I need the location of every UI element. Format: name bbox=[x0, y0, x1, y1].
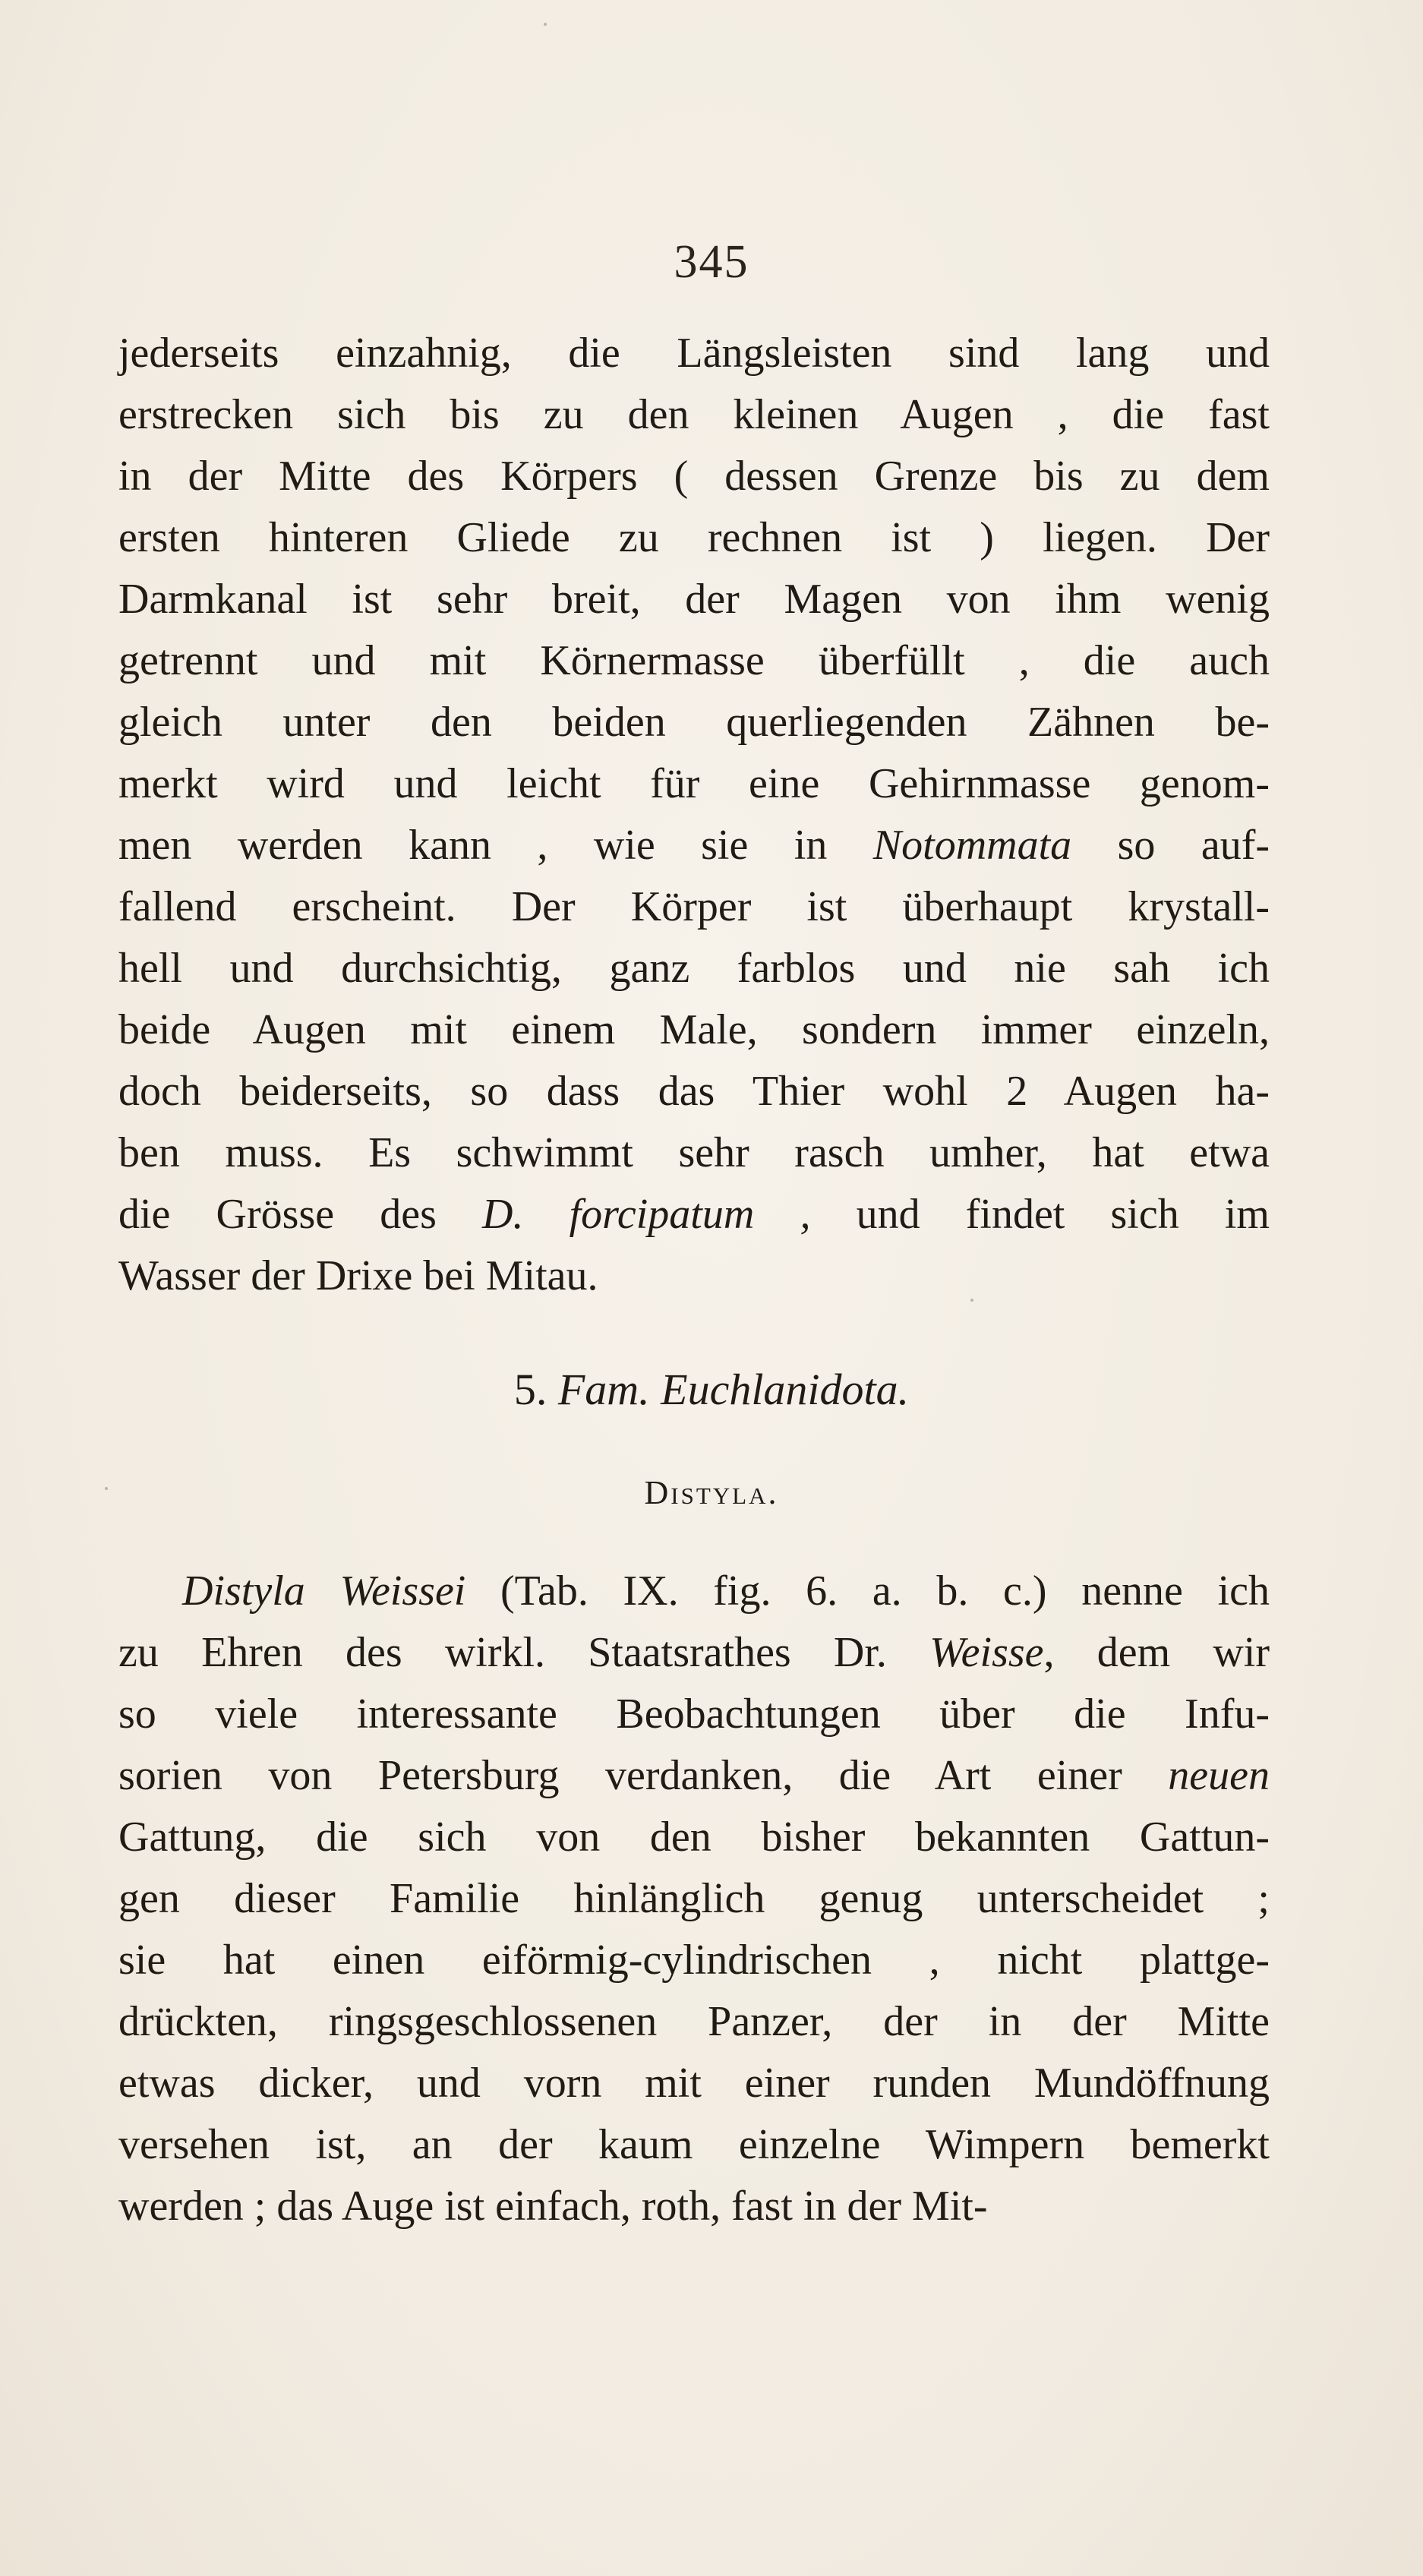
text-line: Wasser der Drixe bei Mitau. bbox=[118, 1252, 598, 1299]
text-line: hell und durchsichtig, ganz farblos und nie sah ich bbox=[118, 945, 1270, 992]
text-line: gen dieser Familie hinlänglich genug unterscheidet ; bbox=[118, 1875, 1270, 1922]
text-line bbox=[118, 815, 1270, 876]
italic-term: neuen bbox=[1168, 1752, 1270, 1799]
text-line bbox=[118, 1184, 1270, 1245]
text-line: jederseits einzahnig, die Längsleisten sind lang und bbox=[118, 330, 1270, 377]
text-segment: men werden kann , wie sie in bbox=[118, 822, 873, 869]
paragraph-body-1 bbox=[118, 323, 1270, 1307]
paragraph-body-2 bbox=[118, 1561, 1270, 2237]
text-segment: und findet sich im bbox=[810, 1191, 1270, 1238]
text-line: fallend erscheint. Der Körper ist überhaupt krystall- bbox=[118, 883, 1270, 930]
text-line: erstrecken sich bis zu den kleinen Augen , die fast bbox=[118, 391, 1270, 438]
text-line: Gattung, die sich von den bisher bekannten Gattun- bbox=[118, 1814, 1270, 1861]
text-line: so viele interessante Beobachtungen über die Infu- bbox=[118, 1690, 1270, 1738]
italic-term: Distyla Weissei bbox=[182, 1567, 466, 1615]
text-segment: zu Ehren des wirkl. Staatsrathes Dr. bbox=[118, 1629, 930, 1676]
text-line bbox=[118, 1561, 1270, 1622]
text-line: gleich unter den beiden querliegenden Zähnen be- bbox=[118, 699, 1270, 746]
text-segment: so auf- bbox=[1071, 822, 1270, 869]
text-line: doch beiderseits, so dass das Thier wohl 2 Augen ha- bbox=[118, 1068, 1270, 1115]
family-heading-number: 5. bbox=[513, 1365, 547, 1414]
paper-speck bbox=[544, 23, 547, 26]
family-heading-name: Fam. Euchlanidota. bbox=[557, 1365, 910, 1414]
text-line: werden ; das Auge ist einfach, roth, fast in der Mit- bbox=[118, 2183, 988, 2230]
text-line: in der Mitte des Körpers ( dessen Grenze bis zu dem bbox=[118, 453, 1270, 500]
genus-heading: Distyla. bbox=[644, 1474, 779, 1511]
paper-speck bbox=[105, 1487, 108, 1490]
text-line bbox=[118, 1622, 1270, 1684]
text-line: merkt wird und leicht für eine Gehirnmasse genom- bbox=[118, 760, 1270, 807]
text-line: beide Augen mit einem Male, sondern immer einzeln, bbox=[118, 1006, 1270, 1053]
family-heading bbox=[0, 1364, 1423, 1415]
text-line: sie hat einen eiförmig-cylindrischen , nicht plattge- bbox=[118, 1937, 1270, 1984]
text-line: Darmkanal ist sehr breit, der Magen von ihm wenig bbox=[118, 576, 1270, 623]
text-segment: , dem wir bbox=[1043, 1629, 1270, 1676]
page-number: 345 bbox=[674, 236, 749, 288]
text-line: ben muss. Es schwimmt sehr rasch umher, hat etwa bbox=[118, 1129, 1270, 1176]
text-segment: die Grösse des bbox=[118, 1191, 483, 1238]
text-line: etwas dicker, und vorn mit einer runden Mundöffnung bbox=[118, 2060, 1270, 2107]
italic-term: D. forcipatum , bbox=[482, 1191, 811, 1238]
text-segment: sorien von Petersburg verdanken, die Art einer bbox=[118, 1752, 1169, 1799]
text-line: drückten, ringsgeschlossenen Panzer, der in der Mitte bbox=[118, 1998, 1270, 2045]
paper-speck bbox=[970, 1299, 973, 1302]
text-line: getrennt und mit Körnermasse überfüllt , die auch bbox=[118, 637, 1270, 684]
text-line bbox=[118, 1745, 1270, 1807]
italic-term: Notommata bbox=[872, 822, 1072, 869]
text-line: versehen ist, an der kaum einzelne Wimpern bemerkt bbox=[118, 2121, 1270, 2168]
text-segment: (Tab. IX. fig. 6. a. b. c.) nenne ich bbox=[465, 1567, 1270, 1615]
italic-term: Weisse bbox=[929, 1629, 1044, 1676]
text-line: ersten hinteren Gliede zu rechnen ist ) liegen. Der bbox=[118, 514, 1270, 561]
